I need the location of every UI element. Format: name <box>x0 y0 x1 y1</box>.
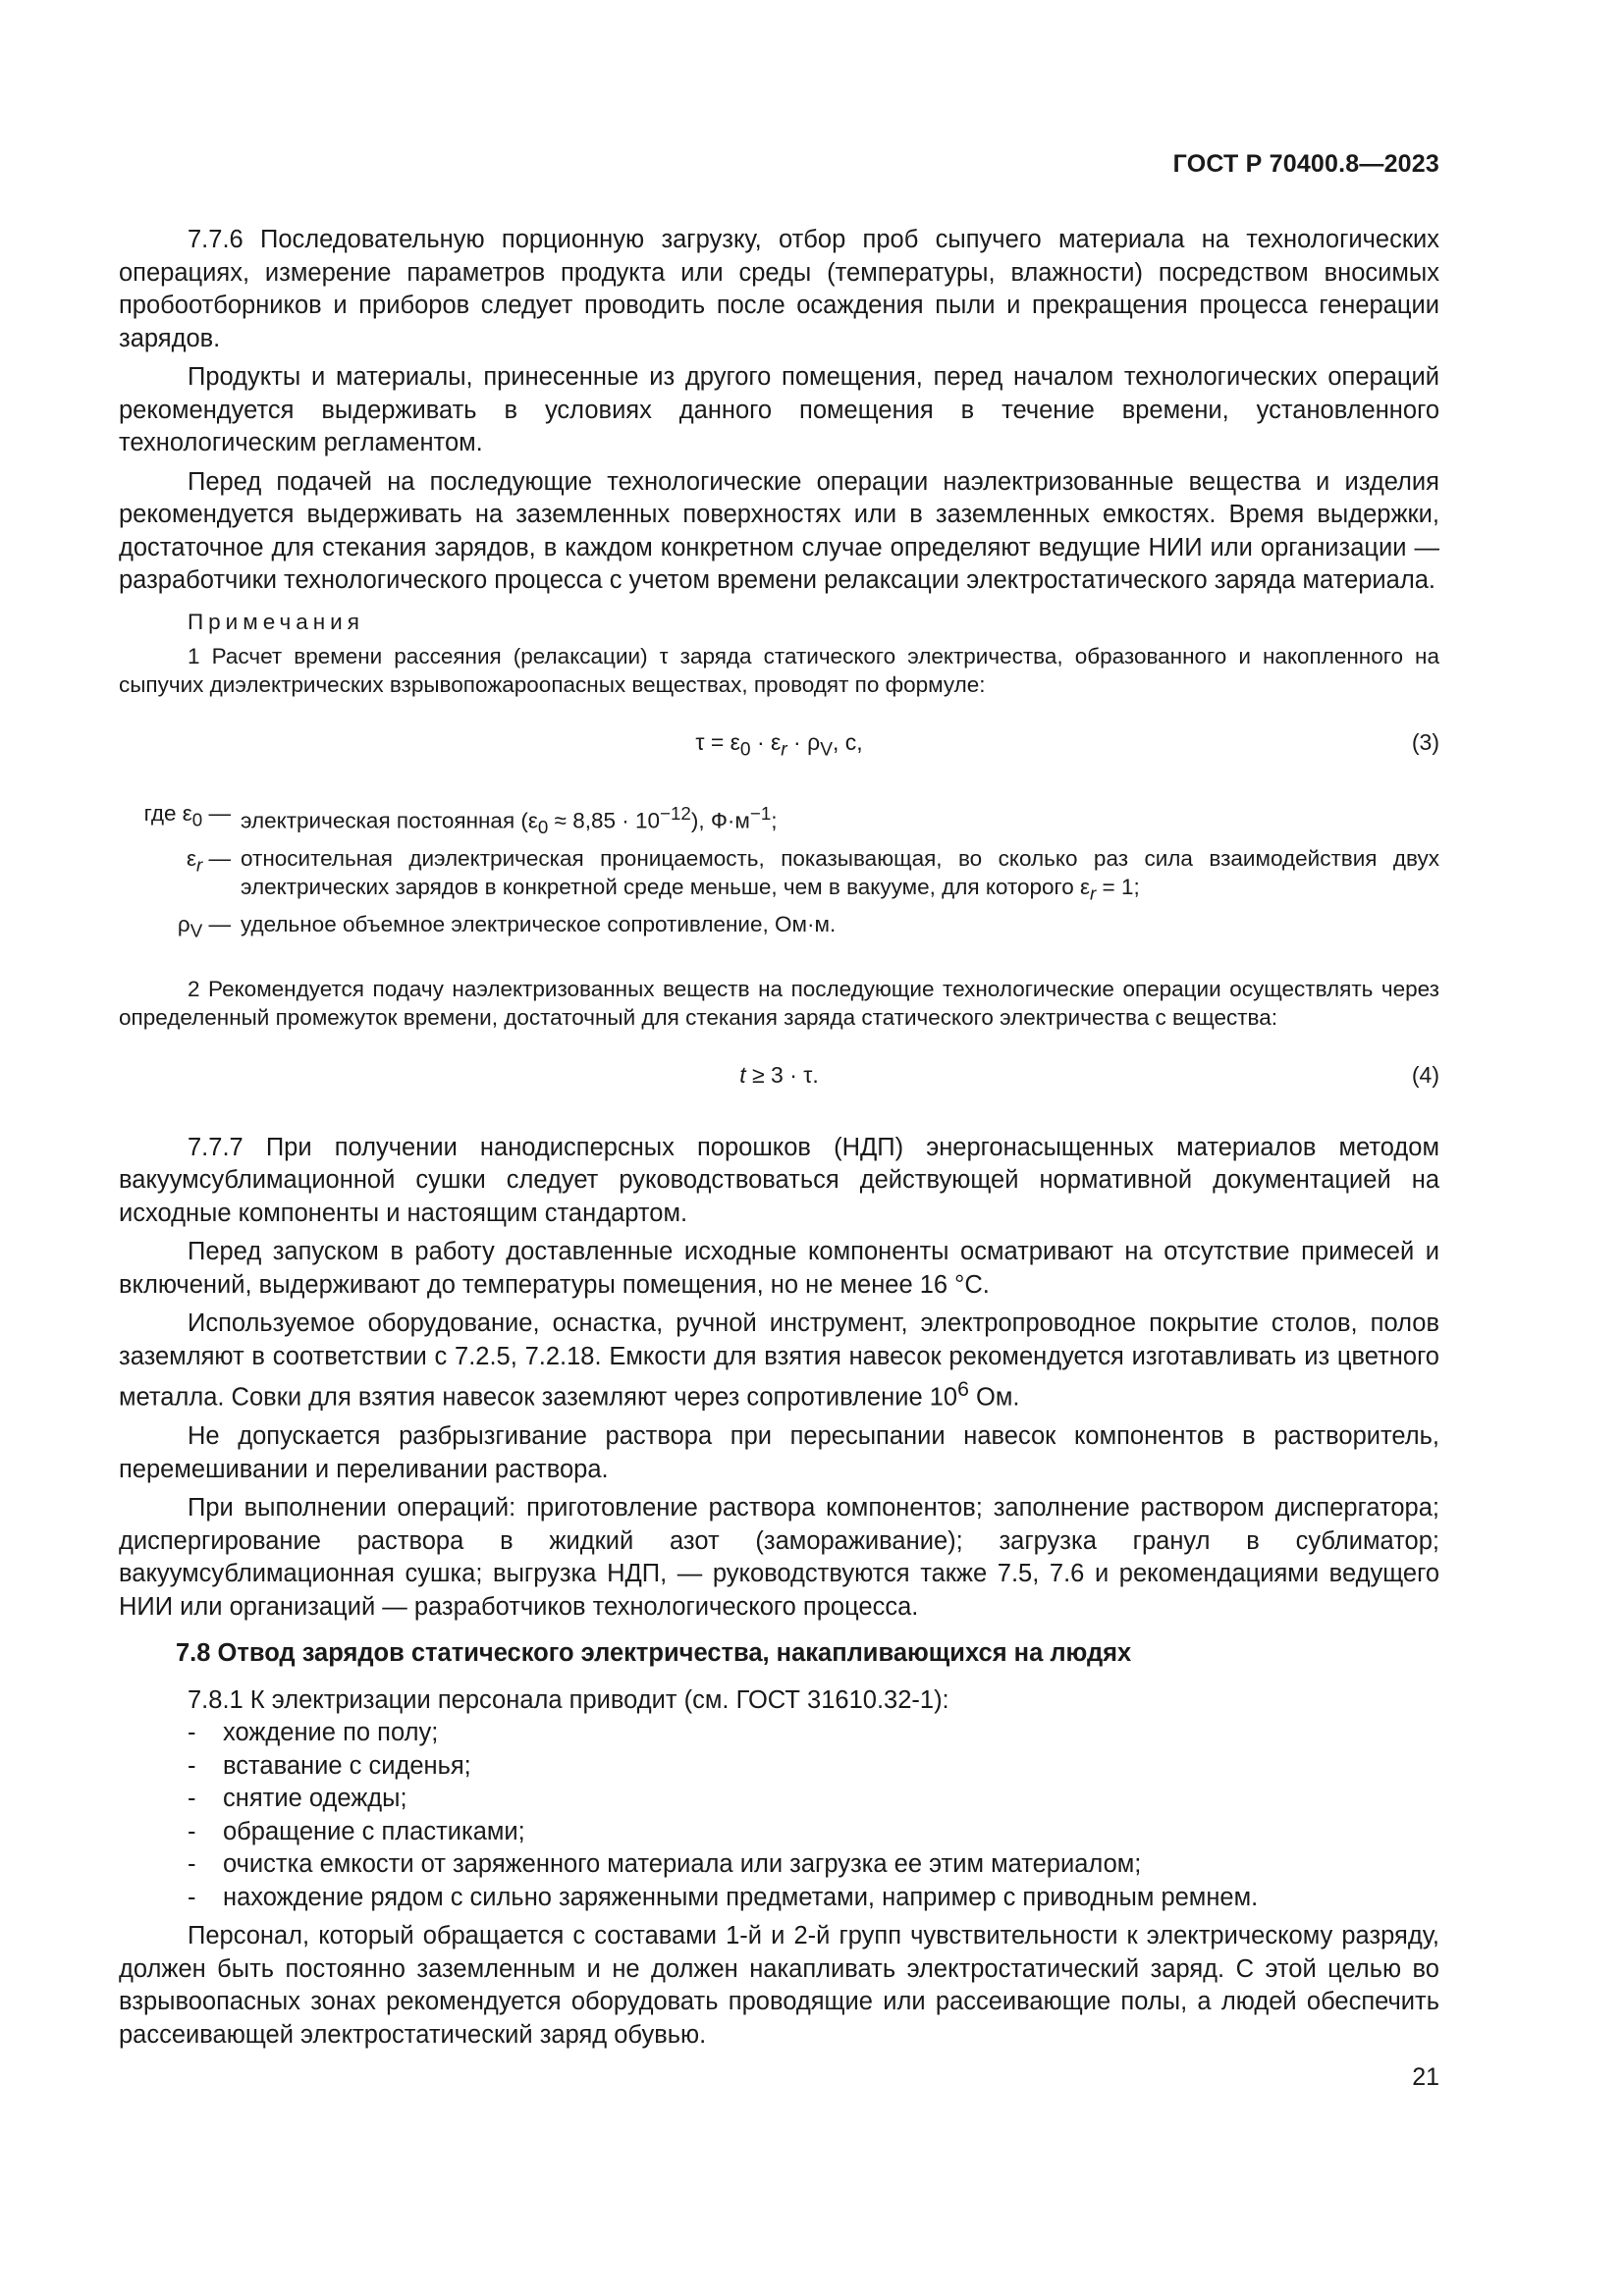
section-heading-7-8: 7.8 Отвод зарядов статического электричества, накапливающихся на людях <box>176 1639 1132 1667</box>
page-number: 21 <box>1412 2063 1439 2091</box>
paragraph-7-7-6: 7.7.6 Последовательную порционную загрузку, отбор проб сыпучего материала на технологических операциях, измерение параметров продукта или среды (температуры, влажности) посредством вносимых пробоотборников и приборов следует проводить после осаждения пыли и прекращения процесса генерации зарядов. <box>119 226 1439 352</box>
legend-row: где $\varepsilon_0$ — электрическая постоянная $(\varepsilon_0 \approx 8,85 \cdot 10^{-12})$, $Ф\cdot м^{-1}$; <box>143 800 778 837</box>
note-2: 2 Рекомендуется подачу наэлектризованных веществ на последующие технологические операции осуществлять через определенный промежуток времени, достаточный для стекания заряда статического электричества с вещества: <box>119 976 1439 1030</box>
document-header: ГОСТ Р 70400.8—2023 <box>1172 150 1439 178</box>
formula-4-number: (4) <box>1411 1061 1439 1088</box>
list-item: - очистка емкости от заряженного материала или загрузка ее этим материалом; <box>188 1850 1142 1878</box>
legend-row: $\varepsilon_r$ — относительная диэлектрическая проницаемость, показывающая, во сколько раз сила взаимодействия двух электрических зарядов в конкретной среде меньше, чем в вакууме, для которого $\varepsilon_r = 1$; <box>186 845 1439 903</box>
paragraph: Перед подачей на последующие технологические операции наэлектризованные вещества и изделия рекомендуется выдерживать на заземленных поверхностях или в заземленных емкостях. Время выдержки, достаточное для стекания зарядов, в каждом конкретном случае определяют ведущие НИИ или организации — разработчики технологического процесса с учетом времени релаксации электростатического заряда материала. <box>119 467 1439 594</box>
list-item: - обращение с пластиками; <box>188 1817 525 1845</box>
formula-legend <box>119 799 1439 945</box>
paragraph: Не допускается разбрызгивание раствора при пересыпании навесок компонентов в растворитель, перемешивании и переливании раствора. <box>119 1422 1439 1483</box>
paragraph: Перед запуском в работу доставленные исходные компоненты осматривают на отсутствие примесей и включений, выдерживают до температуры помещения, но не менее 16 °С. <box>119 1238 1439 1299</box>
paragraph: Используемое оборудование, оснастка, ручной инструмент, электропроводное покрытие столов, полов заземляют в соответствии с 7.2.5, 7.2.18. Емкости для взятия навесок рекомендуется изготавливать из цветного металла. Совки для взятия навесок заземляют через сопротивление $10^6$ Ом. <box>119 1309 1439 1412</box>
paragraph: Продукты и материалы, принесенные из другого помещения, перед началом технологических операций рекомендуется выдерживать в условиях данного помещения в течение времени, установленного технологическим регламентом. <box>119 363 1439 456</box>
list-item: - хождение по полу; <box>188 1719 439 1746</box>
document-body <box>119 224 1439 2057</box>
notes-block <box>119 608 1439 1095</box>
formula-4-expression: t ≥ 3 · τ. <box>739 1061 819 1088</box>
formula-4 <box>119 1061 1439 1095</box>
notes-heading: Примечания <box>188 609 364 634</box>
formula-3 <box>119 728 1439 762</box>
formula-3-expression: $\tau = \varepsilon_0 \cdot \varepsilon_r \cdot \rho_V$, с, <box>695 728 863 761</box>
legend-row: $\rho_V$ — удельное объемное электрическое сопротивление, Ом·м. <box>177 912 837 941</box>
paragraph-7-7-7: 7.7.7 При получении нанодисперсных порошков (НДП) энергонасыщенных материалов методом вакуумсублимационной сушки следует руководствоваться действующей нормативной документацией на исходные компоненты и настоящим стандартом. <box>119 1133 1439 1227</box>
formula-3-number: (3) <box>1411 728 1439 755</box>
paragraph-7-8-1: 7.8.1 К электризации персонала приводит (см. ГОСТ 31610.32-1): <box>188 1685 949 1714</box>
list-item: - вставание с сиденья; <box>188 1751 471 1780</box>
causes-list <box>188 1717 1439 1914</box>
list-item: - снятие одежды; <box>188 1785 407 1812</box>
note-1: 1 Расчет времени рассеяния (релаксации) τ заряда статического электричества, образованного и накопленного на сыпучих диэлектрических взрывопожароопасных веществах, проводят по формуле: <box>119 643 1439 697</box>
list-item: - нахождение рядом с сильно заряженными предметами, например с приводным ремнем. <box>188 1883 1259 1911</box>
paragraph: Персонал, который обращается с составами 1-й и 2-й групп чувствительности к электрическому разряду, должен быть постоянно заземленным и не должен накапливать электростатический заряд. С этой целью во взрывоопасных зонах рекомендуется оборудовать проводящие или рассеивающие полы, а людей обеспечить рассеивающей электростатический заряд обувью. <box>119 1922 1439 2049</box>
paragraph: При выполнении операций: приготовление раствора компонентов; заполнение раствором диспергатора; диспергирование раствора в жидкий азот (замораживание); загрузка гранул в сублиматор; вакуумсублимационная сушка; выгрузка НДП, — руководствуются также 7.5, 7.6 и рекомендациями ведущего НИИ или организаций — разработчиков технологического процесса. <box>119 1494 1439 1621</box>
